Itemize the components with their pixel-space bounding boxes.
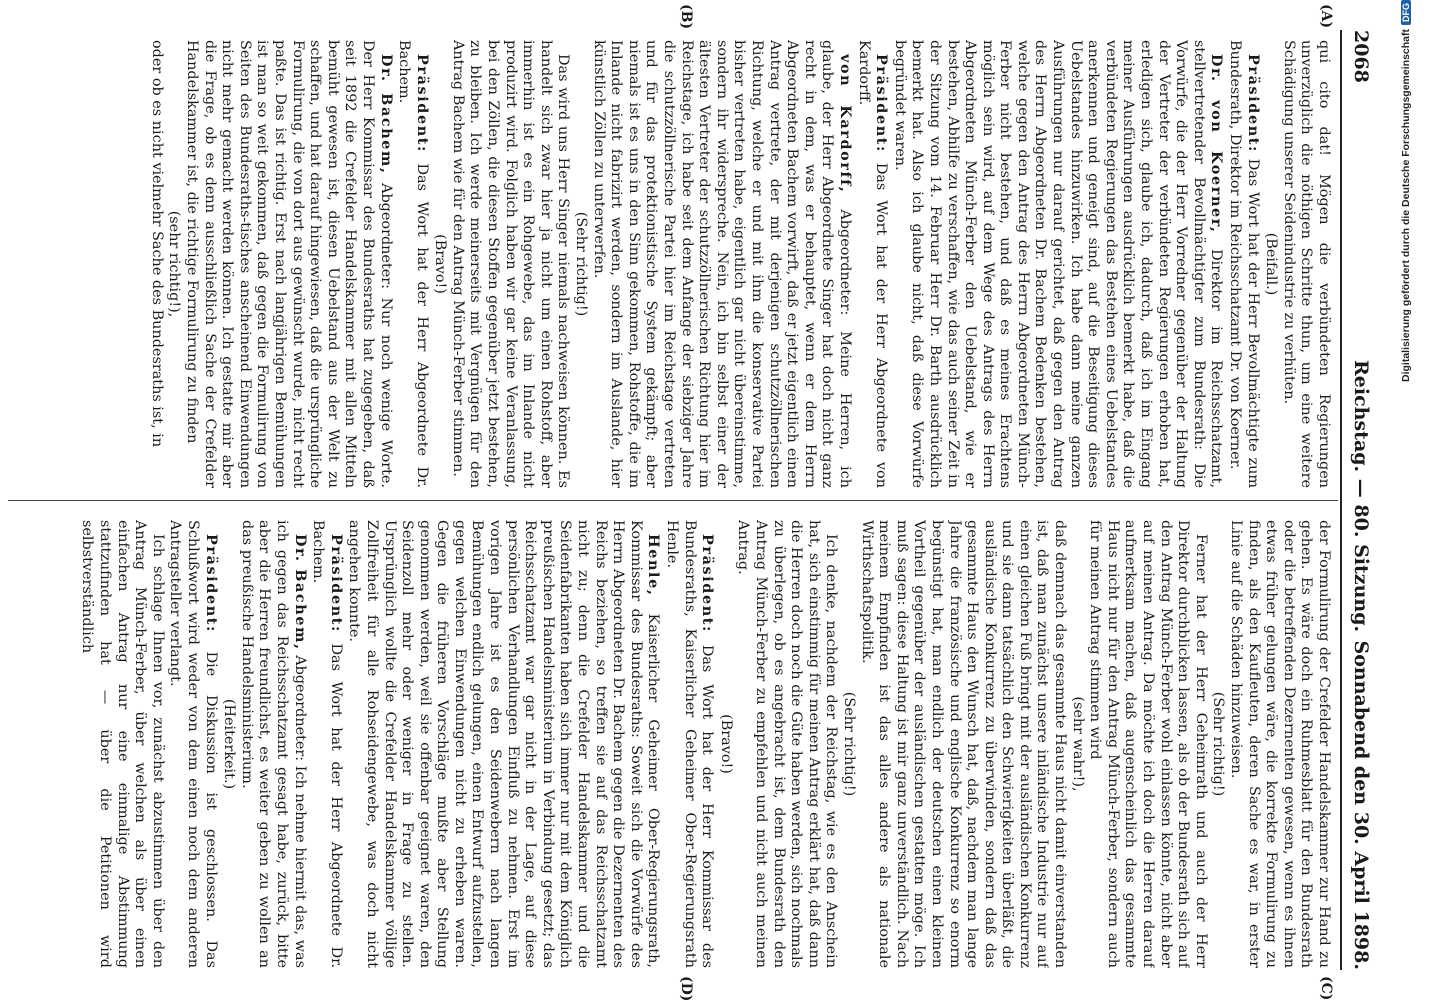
speech-text: Das Wort hat der Herr Abgeordnete Dr. Bachem. bbox=[396, 40, 430, 488]
speech-text: Die Diskussion ist geschlossen. Das Schlußwort wird weder von dem einen noch dem anderen Antragsteller verlangt. bbox=[167, 520, 219, 968]
paragraph: oder ob es nicht vielmehr Sache des Bundesraths ist, in bbox=[148, 40, 165, 448]
paragraph bbox=[890, 40, 1225, 488]
paragraph bbox=[166, 520, 220, 968]
page-title: Reichstag. — 80. Sitzung. bbox=[1350, 360, 1372, 633]
speech-text: Direktor im Reichsschatzamt, stellvertretender Bevollmächtigter zum Bundesrath: Die Vorwürfe, die der Herr Vorredner gegenüber der Haltung der Vertreter der verbündeten Regierungen erhoben hat, erledigen sich, glaube ich, dadurch, daß ich im Eingang meiner Ausführungen ausdrücklich bemerkt habe, daß die verbündeten Regierungen das Bestehen eines Uebelstandes anerkennen und geneigt sind, auf die Beseitigung dieses Uebelstandes hinzuwirken. Ich habe dann meine ganzen Ausführungen nur darauf gerichtet, daß gegen den Antrag des Herrn Abgeordneten Dr. Bachem Bedenken bestehen, welche gegen den Antrag des Herrn Abgeordneten Münch-Ferber nicht bestehen, und daß es meines Erachtens möglich sein wird, auf dem Wege des Antrags des Herrn Abgeordneten Münch-Ferber den Uebelstand, wie er bestehen, Abhilfe zu verschaffen, wie das auch seiner Zeit in der Sitzung vom 14. Februar Herr Dr. Barth ausdrücklich bemerkt hat. Also ich glaube nicht, daß diese Vorwürfe begründet waren. bbox=[891, 40, 1225, 488]
speaker-label: Präsident: bbox=[413, 54, 431, 153]
paragraph bbox=[589, 40, 854, 488]
speech-text: Abgeordneter: Meine Herren, ich glaube, der Herr Abgeordnete Singer hat doch nicht ganz recht in dem, was er behauptet, wenn er dem Herrn Abgeordneten Bachem vorwirft, daß er jetzt eigentlich einen Antrag vertrete, der mit derjenigen schutzzöllnerischen Richtung, welche er und mit ihm die konservative Partei bisher vertreten habe, eigentlich gar nicht übereinstimme, sondern ihr widerspreche. Nein, ich bin selbst einer der ältesten Vertreter der schutzzöllnerischen Richtung hier im Reichstage, ich habe seit dem Anfange der siebziger Jahre die schutzzöllnerische Partei hier im Reichstage vertreten und für das protektionistische System gekämpft; aber niemals ist es uns in den Sinn gekommen, Rohstoffe, die im Inlande nicht fabrizirt werden, sondern im Auslande, hier künstlich Zöllen zu unterwerfen. bbox=[590, 40, 853, 488]
interjection: (Sehr richtig!) bbox=[840, 691, 857, 797]
paragraph bbox=[309, 520, 345, 968]
paragraph bbox=[237, 520, 308, 968]
interjection: (Bravo!) bbox=[432, 234, 449, 294]
speaker-label: Dr. von Koerner, bbox=[1208, 54, 1226, 234]
speaker-label: Dr. Bachem, bbox=[291, 534, 309, 651]
speech-text: Das Wort hat der Herr Bevollmächtigte zum Bundesrath, Direktor im Reichsschatzamt Dr. von Koerner. bbox=[1227, 40, 1261, 488]
speech-text: Abgeordneter: Nur noch wenige Worte. Der Herr Kommissar des Bundesraths hat zugegeben, daß seit 1892 die Crefelder Handelskammer mit allen Mitteln bemüht gewesen ist, diesen Uebelstand aus der Welt zu schaffen, und hat darauf hingewiesen, daß die ursprüngliche Formulirung, die von dort aus gewünscht wurde, nicht recht paßte. Das ist richtig. Erst nach langjährigen Bemühungen ist man so weit gekommen, daß gegen die Formulirung von Seiten des Bundesraths-tisches anscheinend Einwendungen nicht mehr gemacht werden können. Ich gestatte mir aber die Frage, ob es denn ausschließlich Sache der Crefelder Handelskammer ist, die richtige Formulirung zu finden bbox=[184, 40, 394, 488]
paragraph bbox=[1225, 40, 1261, 488]
margin-marker-d: (D) bbox=[678, 976, 694, 1001]
paragraph: Ferner hat der Herr Geheimrath und auch der Herr Direktor durchblicken lassen, als ob der Bundesrath sich auf den Antrag Münch-Ferber wohl einlassen könnte, nicht aber auf meinen Antrag. Da möchte ich doch die Herren darauf aufmerksam machen, daß augenscheinlich das gesammte Haus nicht nur für den Antrag Münch-Ferber, sondern auch für meinen Antrag stimmen wird bbox=[1087, 520, 1209, 968]
interjection: (sehr wahr!), bbox=[1069, 696, 1086, 792]
header-rule bbox=[1340, 30, 1342, 970]
interjection: (sehr richtig!), bbox=[166, 210, 183, 318]
speaker-label: Präsident: bbox=[202, 534, 220, 633]
paragraph bbox=[182, 40, 394, 488]
speaker-label: von Kardorff, bbox=[836, 54, 854, 194]
digitization-credit bbox=[1400, 0, 1424, 1000]
paragraph: Ich denke, nachdem der Reichstag, wie es den Anschein hat, sich einstimmig für meinen Antrag erklärt hat, daß dann die Herren doch noch die Güte haben werden, sich nochmals zu überlegen, ob es angebracht ist, dem Bundesrath den Antrag Münch-Ferber zu empfehlen und nicht auch meinen Antrag. bbox=[735, 520, 840, 968]
paragraph bbox=[345, 520, 663, 968]
paragraph: der Formulirung der Crefelder Handelskammer zur Hand zu gehen. Es wäre doch ein Ruhmesblatt für den Bundesrath oder die betreffenden Dezernenten gewesen, wenn es ihnen etwas früher gelungen wäre, die korrekte Formulirung zu finden, als den Kaufleuten, deren Sache es war, in erster Linie auf die Schäden hinzuweisen. bbox=[1228, 520, 1332, 968]
speaker-label: Präsident: bbox=[327, 534, 345, 633]
paragraph: qui cito dat! Mögen die verbündeten Regierungen unverzüglich die nöthigen Schritte thun, um eine weitere Schädigung unserer Seidenindustrie zu verhüten. bbox=[1280, 40, 1332, 488]
speech-text: Das Wort hat der Herr Abgeordnete Dr. Bachem. bbox=[310, 520, 344, 968]
right-column bbox=[12, 520, 1332, 968]
speech-text: Das Wort hat der Herr Abgeordnete von Kardorff. bbox=[855, 40, 890, 488]
interjection: (Beifall.) bbox=[1263, 232, 1280, 296]
speaker-label: Präsident: bbox=[699, 534, 717, 633]
paragraph: Ich schlage Ihnen vor, zunächst abzustimmen über den Antrag Münch-Ferber, über welchen als über einen einfachen Antrag nur eine einmalige Abstimmung stattzufinden hat — über die Petitionen wird selbstverständlich bbox=[79, 520, 166, 968]
column-divider bbox=[8, 500, 1338, 501]
speaker-label: Präsident: bbox=[1244, 54, 1262, 153]
speech-text: Kaiserlicher Geheimer Ober-Regierungsrath, Kommissar des Bundesraths: Soweit sich die Vorwürfe des Herrn Abgeordneten Dr. Bachem gegen die Dezernenten des Reichs beziehen, so treffen sie auf das Reichsschatzamt nicht zu; denn die Crefelder Handelskammer und die Seidenfabrikanten haben sich immer nur mit dem Königlich preußischen Handelsministerium in Verbindung gesetzt; das Reichsschatzamt war gar nicht in der Lage, auf diese persönlichen Verhandlungen Einfluß zu nehmen. Erst im vorigen Jahre ist es den Seidenwebern nach langen Bemühungen endlich gelungen, einen Entwurf aufzustellen, gegen welchen Einwendungen nicht zu erheben waren. Gegen die früheren Vorschläge mußte aber Stellung genommen werden, weil sie offenbar geeignet waren, den Seidenzoll mehr oder weniger in Frage zu stellen. Ursprünglich wollte die Crefelder Handelskammer völlige Zollfreiheit für alle Rohseidengewebe, was doch nicht angehen konnte. bbox=[346, 520, 662, 968]
interjection: (Heiterkeit.) bbox=[221, 698, 238, 790]
margin-marker-b: (B) bbox=[678, 4, 694, 30]
interjection: (Sehr richtig!) bbox=[573, 211, 590, 317]
page-number: 2068 bbox=[1350, 30, 1372, 83]
paragraph: Das wird uns Herr Singer niemals nachweisen können. Es handelt sich zwar hier ja nicht um einen Rohstoff, aber immerhin ist es ein Rohgewebe, das im Inlande nicht produzirt wird. Folglich haben wir gar keine Veranlassung, bei den Zöllen, die diesen Stoffen gegenüber jetzt bestehen, zu bleiben. Ich werde meinerseits mit Vergnügen für den Antrag Bachem wie für den Antrag Münch-Ferber stimmen. bbox=[449, 40, 572, 488]
speech-text: Abgeordneter: Ich nehme hiermit das, was ich gegen das Reichsschatzamt gesagt habe, zurück, bitte aber die Herren freundlichst, es weiter geben zu wollen an das preußische Handelsministerium. bbox=[238, 520, 308, 968]
speaker-label: Dr. Bachem, bbox=[377, 54, 395, 175]
margin-marker-a: (A) bbox=[1318, 4, 1334, 29]
running-head bbox=[1338, 30, 1372, 970]
paragraph bbox=[662, 520, 716, 968]
credit-text: Digitalisierung gefördert durch die Deutsche Forschungsgemeinschaft bbox=[1400, 29, 1412, 382]
speech-text: Das Wort hat der Herr Kommissar des Bundesraths, Kaiserlicher Geheimer Ober-Regierungsrath Henle. bbox=[664, 520, 716, 968]
paragraph bbox=[395, 40, 431, 488]
left-column bbox=[12, 40, 1332, 488]
paragraph bbox=[854, 40, 890, 488]
speaker-label: Henle, bbox=[645, 534, 663, 597]
paragraph: daß demnach das gesammte Haus nicht damit einverstanden ist, daß man zunächst unsere inländische Industrie nur auf einen gleichen Fuß bringt mit der ausländischen Konkurrenz und sie dann tatsächlich den Schwierigkeiten überläßt, die ausländische Konkurrenz zu überwinden, sondern daß das gesammte Haus den Wunsch hat, daß, nachdem man lange Jahre die französische und englische Konkurrenz so enorm begünstigt hat, man endlich der deutschen einen kleinen Vortheil gegenüber der ausländischen gestatten möge. Ich muß sagen: diese Haltung ist mir ganz unverständlich. Nach meinem Empfinden ist das alles andere als nationale Wirthschaftspolitik. bbox=[858, 520, 1069, 968]
interjection: (Sehr richtig!) bbox=[1210, 691, 1227, 797]
margin-marker-c: (C) bbox=[1318, 976, 1334, 1001]
dfg-logo: DFG bbox=[1401, 0, 1411, 25]
speaker-label: Präsident: bbox=[873, 54, 891, 153]
interjection: (Bravo!) bbox=[717, 714, 734, 774]
session-date: Sonnabend den 30. April 1898. bbox=[1350, 640, 1372, 970]
